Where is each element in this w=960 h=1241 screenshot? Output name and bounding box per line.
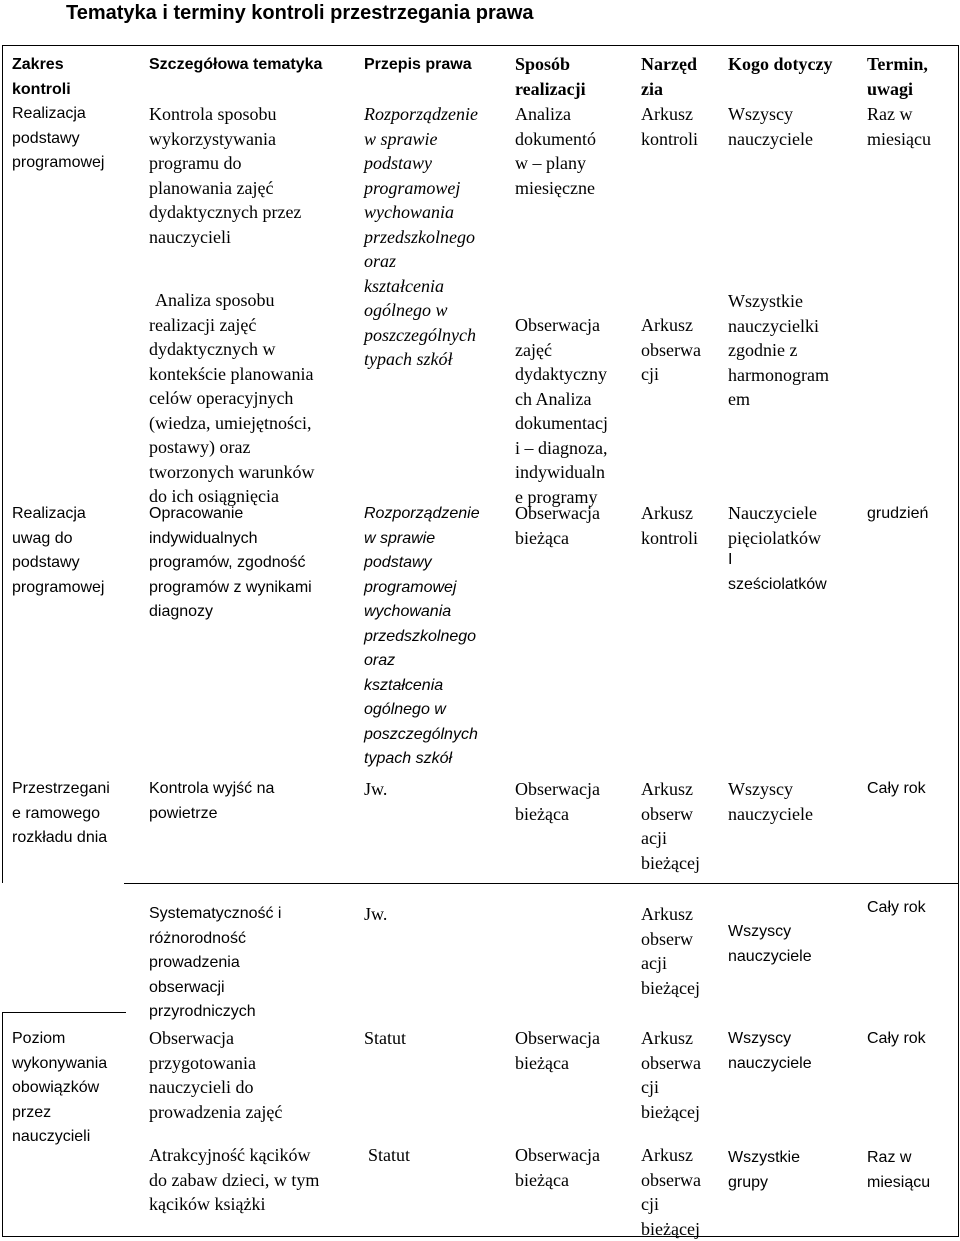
- r4-sub1-narzedzia: Arkusz obserw acji bieżącej: [641, 904, 700, 998]
- r1-kogo-wszyscy: Wszyscy nauczyciele: [728, 104, 813, 149]
- r3-narzedzia: Arkusz obserw acji bieżącej: [641, 779, 700, 873]
- header-szczegolowa-tematyka: Szczegółowa tematyka: [149, 56, 323, 73]
- r4-sub3-kogo: Wszystkie grupy: [728, 1149, 800, 1191]
- header-termin-uwagi: Termin, uwagi: [867, 54, 928, 99]
- r1-narzedzia-arkusz-obserwacji: Arkusz obserwa cji: [641, 315, 701, 384]
- r4-sub2-termin: Cały rok: [867, 1030, 926, 1047]
- r4-sub1-przepis: Jw.: [364, 904, 388, 924]
- page-title: Tematyka i terminy kontroli przestrzegania prawa: [66, 2, 534, 24]
- r4-sub3-tematyka: Atrakcyjność kącików do zabaw dzieci, w tym kącików książki: [149, 1145, 320, 1214]
- r2-sposob: Obserwacja bieżąca: [515, 503, 600, 548]
- r2-termin: grudzień: [867, 505, 929, 522]
- r2-tematyka: Opracowanie indywidualnych programów, zgodność programów z wynikami diagnozy: [149, 505, 312, 620]
- r1-sposob-analiza: Analiza dokumentó w – plany miesięczne: [515, 104, 596, 198]
- r4-sub3-przepis: Statut: [368, 1145, 411, 1165]
- r3-tematyka: Kontrola wyjść na powietrze: [149, 780, 275, 822]
- header-zakres-kontroli: Zakres kontroli: [12, 56, 71, 98]
- r2-narzedzia: Arkusz kontroli: [641, 503, 698, 548]
- r4-sub2-przepis: Statut: [364, 1028, 407, 1048]
- r3-zakres: Przestrzegani e ramowego rozkładu dnia: [12, 780, 110, 846]
- r2-zakres: Realizacja uwag do podstawy programowej: [12, 505, 105, 596]
- r1-zakres: Realizacja podstawy programowej: [12, 105, 105, 171]
- r4-sub1-kogo: Wszyscy nauczyciele: [728, 923, 812, 965]
- r3-kogo: Wszyscy nauczyciele: [728, 779, 813, 824]
- header-przepis-prawa: Przepis prawa: [364, 56, 472, 73]
- r1-kogo-wszystkie: Wszystkie nauczycielki zgodnie z harmonogram em: [728, 291, 829, 409]
- r4-sub1-tematyka: Systematyczność i różnorodność prowadzenia obserwacji przyrodniczych: [149, 905, 282, 1020]
- r2-kogo-szesciolatki: I sześciolatków: [728, 551, 827, 593]
- r1-tematyka-analiza: Analiza sposobu realizacji zajęć dydaktycznych w kontekście planowania celów operacyjnych (wiedza, umiejętności, postawy) oraz tworzonych warunków do ich osiągnięcia: [149, 290, 315, 506]
- r4-sub2-kogo: Wszyscy nauczyciele: [728, 1030, 812, 1072]
- r4-zakres: Poziom wykonywania obowiązków przez nauczycieli: [12, 1030, 108, 1145]
- r2-kogo-piecioletki: Nauczyciele pięciolatków: [728, 503, 821, 548]
- r4-sub3-termin: Raz w miesiącu: [867, 1149, 931, 1191]
- r3-przepis: Jw.: [364, 779, 388, 799]
- r4-sub1-termin: Cały rok: [867, 899, 926, 916]
- r1-narzedzia-arkusz-kontroli: Arkusz kontroli: [641, 104, 698, 149]
- r1-termin: Raz w miesiącu: [867, 104, 931, 149]
- header-sposob-realizacji: Sposób realizacji: [515, 54, 586, 99]
- r4-sub2-sposob: Obserwacja bieżąca: [515, 1028, 600, 1073]
- r1-sposob-obserwacja: Obserwacja zajęć dydaktyczny ch Analiza dokumentacj i – diagnoza, indywidualn e programy: [515, 315, 608, 507]
- r3-termin: Cały rok: [867, 780, 926, 797]
- r1-przepis: Rozporządzenie w sprawie podstawy programowej wychowania przedszkolnego oraz kształcenia ogólnego w poszczególnych typach szkół: [364, 104, 478, 369]
- r4-sub3-sposob: Obserwacja bieżąca: [515, 1145, 600, 1190]
- r4-sub3-narzedzia: Arkusz obserwa cji bieżącej: [641, 1145, 701, 1239]
- r3-sposob: Obserwacja bieżąca: [515, 779, 600, 824]
- r4-sub2-tematyka: Obserwacja przygotowania nauczycieli do prowadzenia zajęć: [149, 1028, 283, 1122]
- r2-przepis: Rozporządzenie w sprawie podstawy programowej wychowania przedszkolnego oraz kształcenia ogólnego w poszczególnych typach szkół: [364, 505, 480, 767]
- header-narzedzia: Narzęd zia: [641, 54, 697, 99]
- r1-tematyka-kontrola: Kontrola sposobu wykorzystywania programu do planowania zajęć dydaktycznych przez nauczycieli: [149, 104, 302, 247]
- header-kogo-dotyczy: Kogo dotyczy: [728, 54, 833, 74]
- r4-sub2-narzedzia: Arkusz obserwa cji bieżącej: [641, 1028, 701, 1122]
